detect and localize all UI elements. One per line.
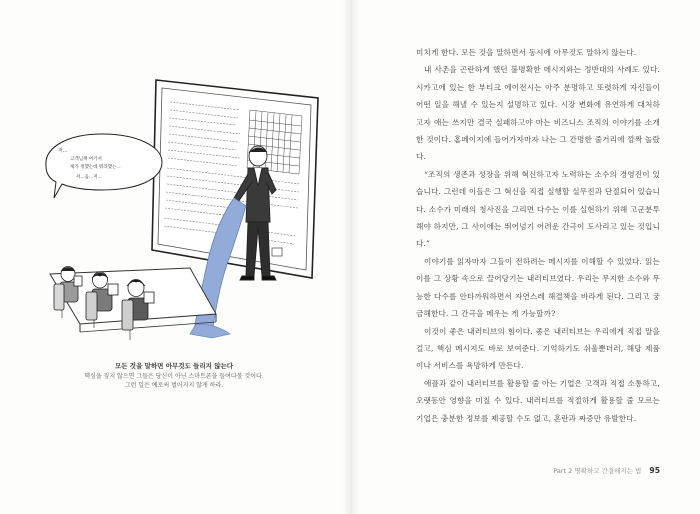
speech-line-1: 저... xyxy=(58,148,68,154)
paragraph-6: 애플과 같이 내러티브를 활용할 줄 아는 기업은 고객과 직접 소통하고, 오랫동안 영향을 미칠 수 있다. 내러티브를 적절하게 활용할 줄 모르는 기업은 충분한 정보를 제공할 수도 없고, 혼란과 짜증만 유발한다. xyxy=(416,378,660,423)
body-text xyxy=(416,44,660,427)
right-page xyxy=(350,0,700,514)
speech-line-2: 고객님께 여기서 xyxy=(70,157,102,162)
speech-bubble xyxy=(46,134,162,198)
meeting-illustration xyxy=(40,62,340,352)
paragraph-3-quote: “조직의 생존과 성장을 위해 혁신하고자 노력하는 소수의 경영진이 있습니다. 그런데 이들은 그 혁신을 직접 실행할 실무진과 단절되어 있습니다. 소수가 미래의 청사진을 그리면 다수는 이를 실현하기 위해 고군분투해야 하지만, 그 사이에는 뛰어넘기 어려운 간극이 도사리고 있는 것입니다.” xyxy=(416,169,660,249)
footer-part: Part 2 xyxy=(553,467,573,475)
paragraph-1: 미치게 한다. 모든 것을 말하면서 동시에 아무것도 말하지 않는다. xyxy=(416,48,637,57)
paragraph-4: 이야기를 읽자마자 그들이 전하려는 메시지를 이해할 수 있었다. 읽는 이를 그 상황 속으로 끌어당기는 내러티브였다. 우리는 무지한 소수와 무능한 다수를 안타까워하면서 자연스레 해결책을 바라게 된다. 그리고 궁금해한다. 그 간극을 메우는 게 가능할까? xyxy=(416,256,660,319)
illustration-caption xyxy=(40,362,308,390)
caption-line-2: 그런 일은 예로써 벌어지지 않게 하라. xyxy=(124,381,224,389)
presentation-board xyxy=(152,80,318,278)
caption-title: 모든 것을 말하면 아무것도 들리지 않는다 xyxy=(114,362,234,370)
paragraph-5: 이것이 좋은 내러티브의 힘이다. 좋은 내러티브는 우리에게 직접 말을 걸고, 핵심 메시지도 바로 보여준다. 기억하기도 쉬울뿐더러, 해당 제품이나 서비스를 욕망하게 만든다. xyxy=(416,326,660,371)
caption-line-1: 핵심을 짚지 않으면 그들은 당신이 아닌 스마트폰을 들여다볼 것이다. xyxy=(84,373,264,380)
speech-line-3: 제가 정했는데 뭐라했는... xyxy=(70,165,121,170)
page-footer xyxy=(553,466,660,475)
page-number: 95 xyxy=(649,466,660,475)
speech-line-4: 저...음...저... xyxy=(76,175,102,180)
paragraph-2: 내 사촌을 곤란하게 했던 불명확한 메시지와는 정반대의 사례도 있다. 시카고에 있는 한 부티크 에이전시는 아주 분명하고 또렷하게 자신들이 어떤 일을 해낼 수 있는지 설명하고 있다. 시장 변화에 유연하게 대처하고자 애는 쓰지만 결국 실패하고야 마는 비즈니스 조직의 이야기를 소개한 것이다. 홈페이지에 들어가자마자 나는 그 간명한 줄거리에 깜짝 놀랐다. xyxy=(416,65,660,162)
footer-chapter-title: 명확하고 간결해지는 법 xyxy=(574,467,642,475)
